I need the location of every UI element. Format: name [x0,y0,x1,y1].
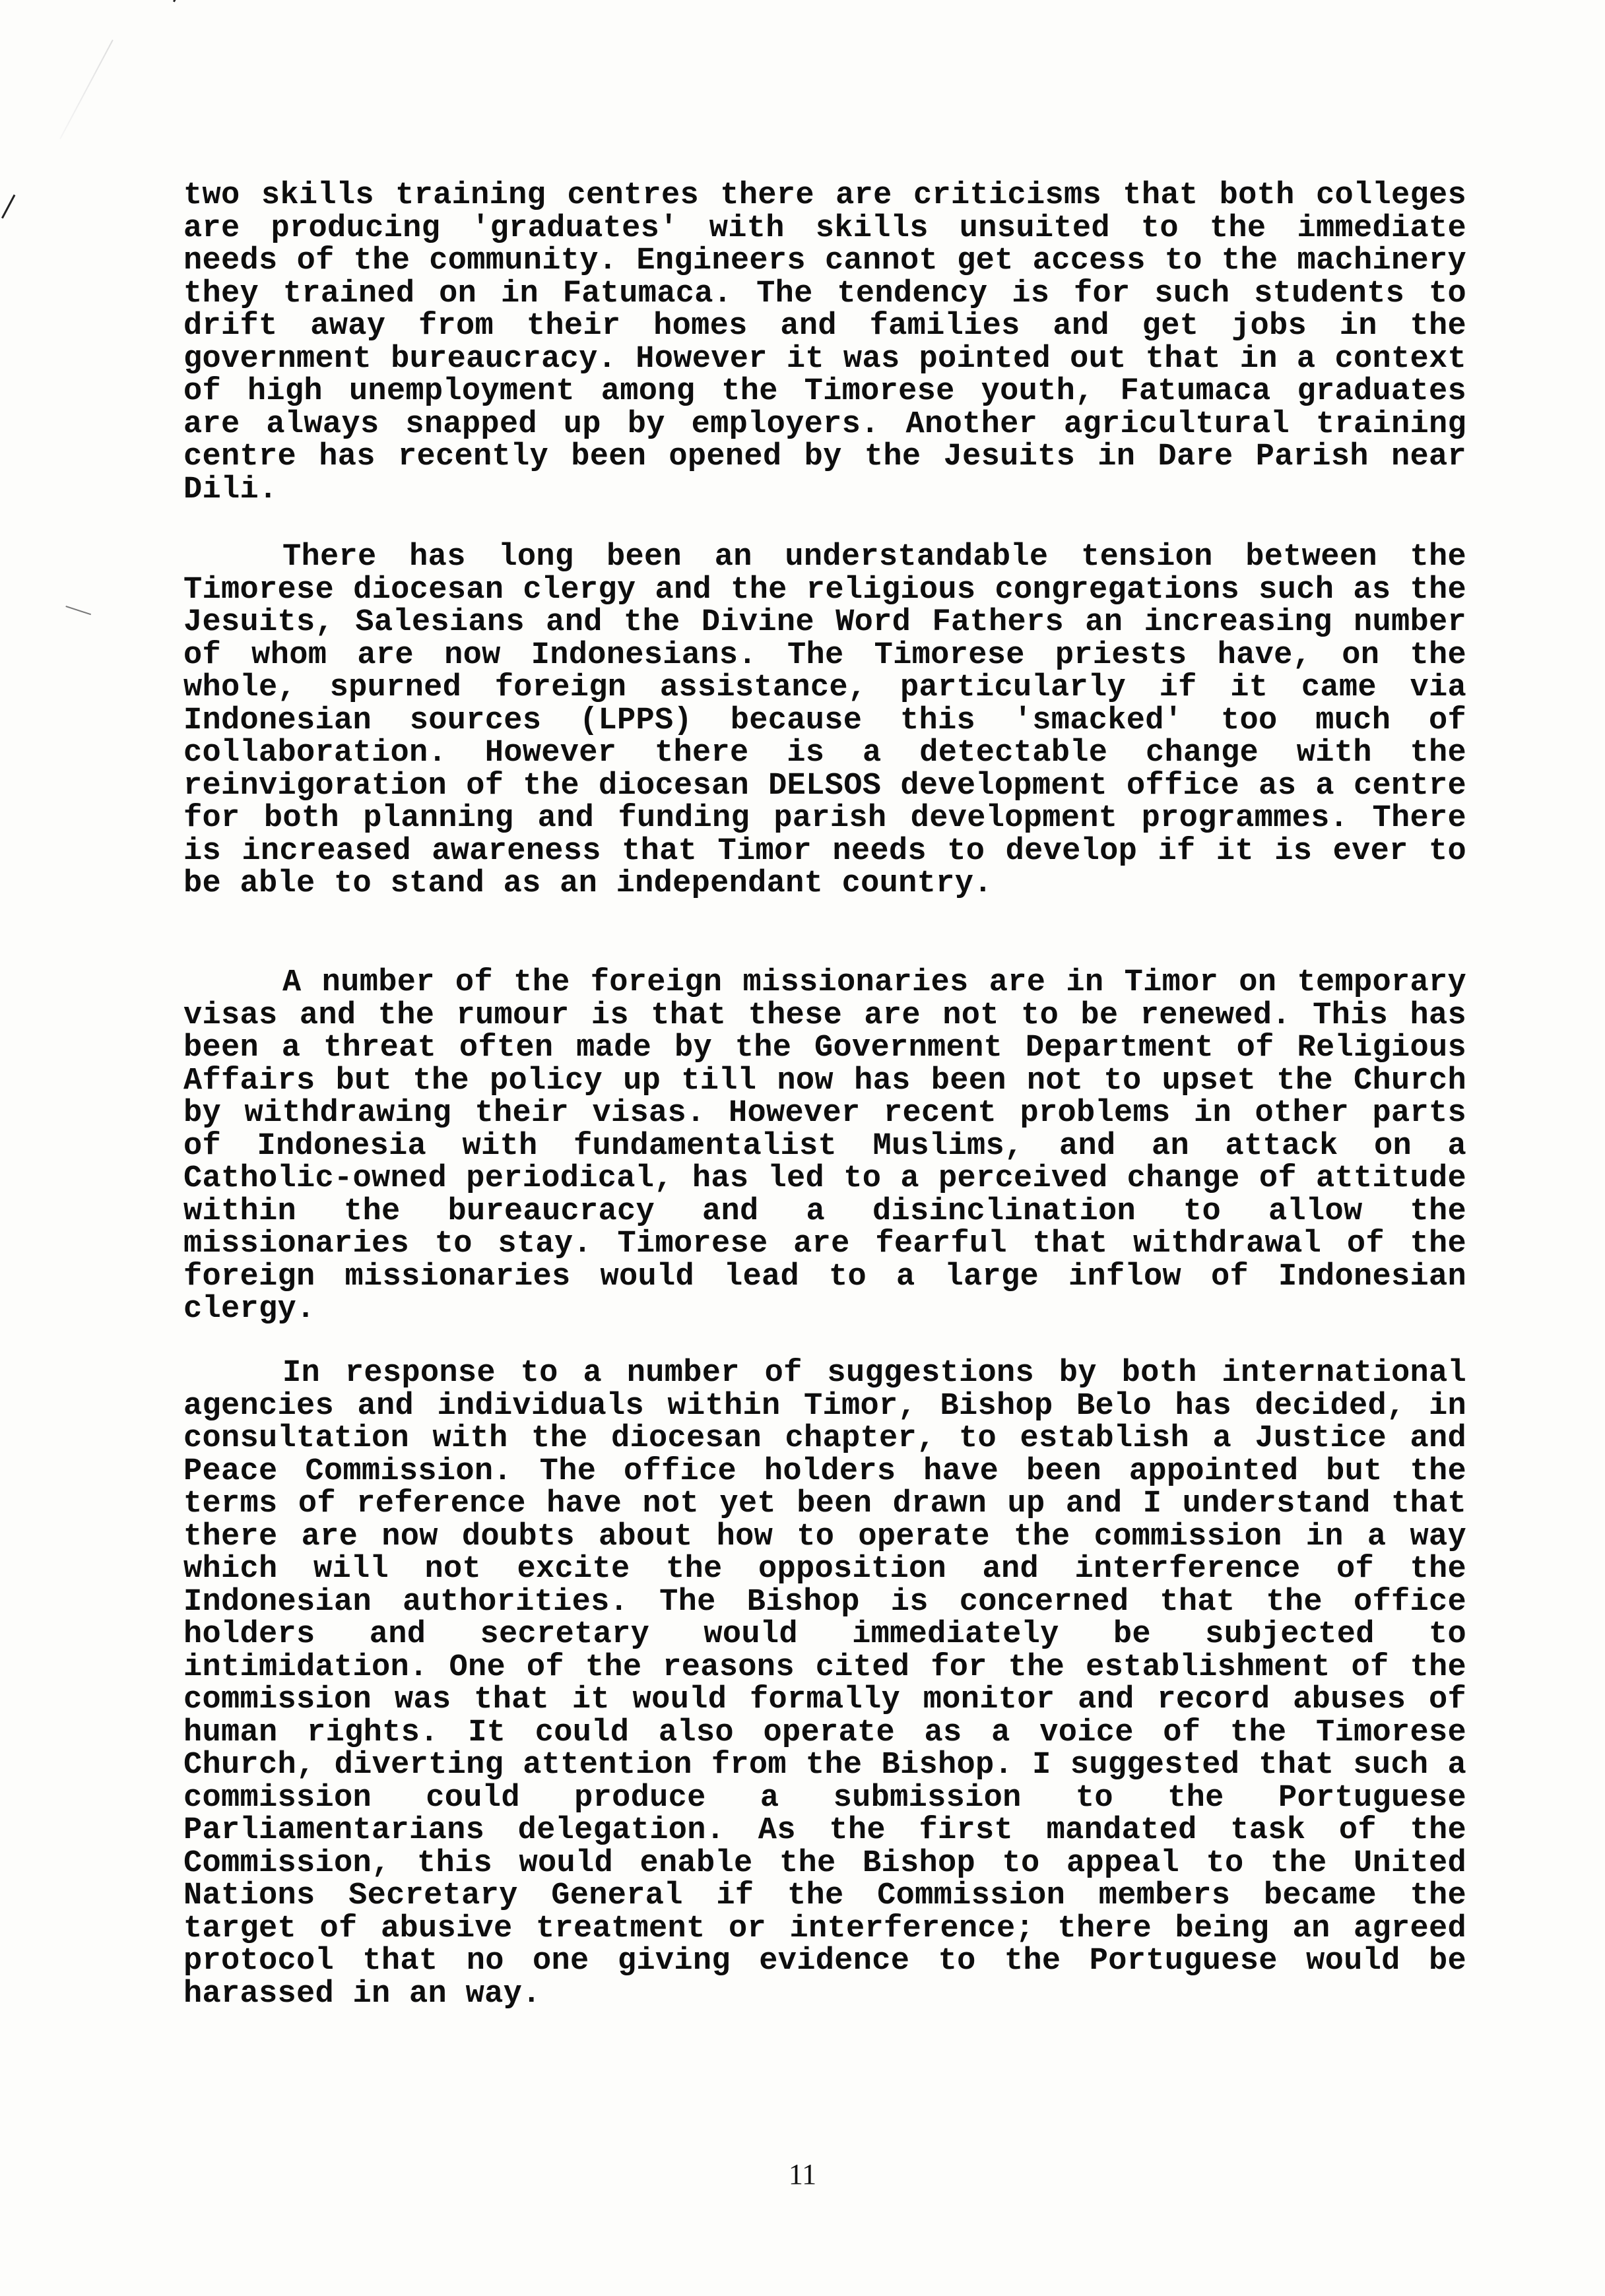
scan-mark [173,0,181,2]
paragraph-foreign-missionaries: A number of the foreign missionaries are in Timor on temporary visas and the rumour is that these are not to be renewed. This has been a threat often made by the Government Department of Religious Affairs but the policy up till now has been not to upset the Church by withdrawing their visas. However recent problems in other parts of Indonesia with fundamentalist Muslims, and an attack on a Catholic-owned periodical, has led to a perceived change of attitude within the bureaucracy and a disinclination to allow the missionaries to stay. Timorese are fearful that withdrawal of the foreign missionaries would lead to a large inflow of Indonesian clergy. [183,965,1466,1327]
scan-mark [65,606,91,615]
paragraph-training-centres: two skills training centres there are criticisms that both colleges are producing 'graduates' with skills unsuited to the immediate needs of the community. Engineers cannot get access to the machinery they trained on in Fatumaca. The tendency is for such students to drift away from their homes and families and get jobs in the government bureaucracy. However it was pointed out that in a context of high unemployment among the Timorese youth, Fatumaca graduates are always snapped up by employers. Another agricultural training centre has recently been opened by the Jesuits in Dare Parish near Dili. [183,178,1466,507]
paragraph-clergy-tension: There has long been an understandable tension between the Timorese diocesan clergy and the religious congregations such as the Jesuits, Salesians and the Divine Word Fathers an increasing number of whom are now Indonesians. The Timorese priests have, on the whole, spurned foreign assistance, particularly if it came via Indonesian sources (LPPS) because this 'smacked' too much of collaboration. However there is a detectable change with the reinvigoration of the diocesan DELSOS development office as a centre for both planning and funding parish development programmes. There is increased awareness that Timor needs to develop if it is ever to be able to stand as an independant country. [183,540,1466,901]
page-number: 11 [788,2158,817,2190]
scan-mark [1,195,15,219]
scan-trace [59,40,114,139]
paragraph-justice-peace-commission: In response to a number of suggestions by both international agencies and individuals within Timor, Bishop Belo has decided, in consultation with the diocesan chapter, to establish a Justice and Peace Commission. The office holders have been appointed but the terms of reference have not yet been drawn up and I understand that there are now doubts about how to operate the commission in a way which will not excite the opposition and interference of the Indonesian authorities. The Bishop is concerned that the office holders and secretary would immediately be subjected to intimidation. One of the reasons cited for the establishment of the commission was that it would formally monitor and record abuses of human rights. It could also operate as a voice of the Timorese Church, diverting attention from the Bishop. I suggested that such a commission could produce a submission to the Portuguese Parliamentarians delegation. As the first mandated task of the Commission, this would enable the Bishop to appeal to the United Nations Secretary General if the Commission members became the target of abusive treatment or interference; there being an agreed protocol that no one giving evidence to the Portuguese would be harassed in an way. [183,1356,1466,2012]
